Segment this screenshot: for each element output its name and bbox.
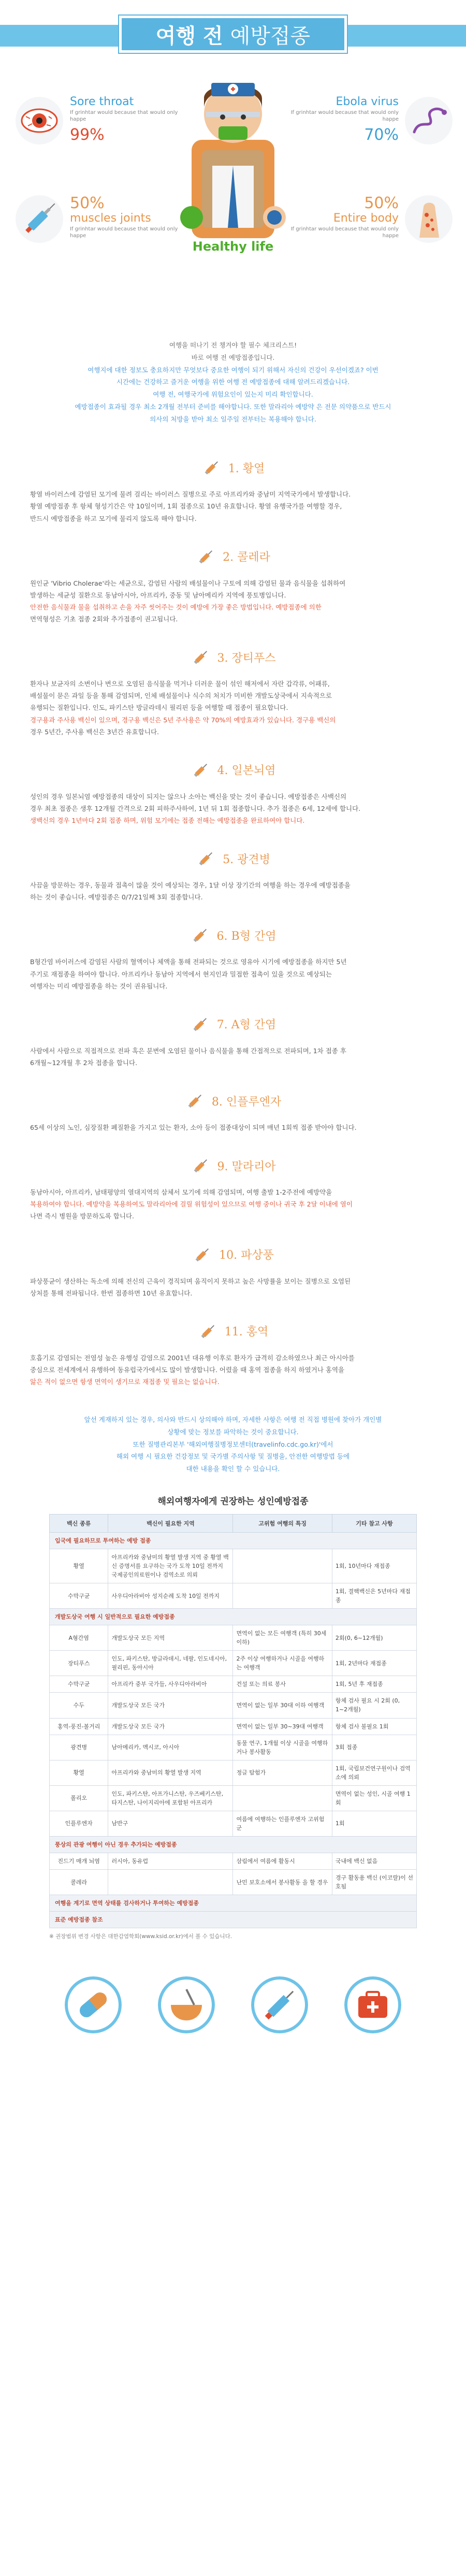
section-title: 6. B형 간염 — [216, 929, 276, 943]
group-label: 풍상의 관광 여행이 아닌 경우 추가되는 예방접종 — [50, 1836, 417, 1853]
syringe-icon — [191, 760, 211, 780]
section-body — [21, 1122, 445, 1133]
syringe-icon — [191, 647, 211, 667]
arm-rash-icon — [404, 194, 454, 244]
syringe-icon — [185, 1090, 206, 1111]
section-header — [21, 1145, 445, 1186]
table-cell: 1회, 결핵백신은 5년마다 재접종 — [332, 1583, 416, 1609]
intro-line: 시간에는 건강하고 즐거운 여행을 위한 여행 전 예방접종에 대해 알려드리겠습니다. — [116, 378, 350, 386]
note-line: 상황에 맞는 정보를 파악하는 것이 중요합니다. — [167, 1428, 299, 1436]
disease-name: Entire body — [333, 212, 399, 225]
section-body — [21, 1352, 445, 1388]
section-line: 발생하는 세균성 질환으로 동남아시아, 아프리카, 중동 및 남아메리카 지역에 풍토병입니다. — [30, 591, 286, 599]
table-cell: 여름에 여행하는 인플루엔자 고위험군 — [233, 1811, 332, 1836]
table-cell — [233, 1549, 332, 1583]
table-cell: 경구 활동용 백신 (이코랄)이 선호됨 — [332, 1870, 416, 1895]
vaccine-section — [0, 838, 466, 903]
disease-pct: 50% — [364, 194, 399, 212]
healthy-life-label: Healthy life — [192, 239, 274, 254]
section-line: 나면 즉시 병원을 방문하도록 합니다. — [30, 1212, 134, 1220]
vaccine-section — [0, 536, 466, 625]
section-title: 5. 광견병 — [223, 853, 270, 866]
section-header — [21, 1003, 445, 1045]
section-line: 사람에서 사람으로 직접적으로 전파 혹은 분변에 오염된 물이나 음식물을 통해 간접적으로 전파되며, 1차 접종 후 — [30, 1046, 346, 1055]
table-cell: 사우디아라비아 성지순례 도착 10일 전까지 — [108, 1583, 233, 1609]
table-cell: 광견병 — [50, 1735, 108, 1760]
title-bold: 여행 전 — [155, 24, 223, 48]
section-header — [21, 1080, 445, 1122]
table-cell: 인도, 파키스탄, 방글라데시, 네팔, 인도네시아, 필리핀, 동아시아 — [108, 1651, 233, 1676]
section-title: 8. 인플루엔자 — [211, 1095, 282, 1109]
table-cell: 1회 — [332, 1811, 416, 1836]
disease-sub: If grinhtar would because that would only happe — [70, 226, 178, 239]
section-title: 10. 파상풍 — [219, 1249, 274, 1262]
table-cell: 항체 검사 불필요 1회 — [332, 1718, 416, 1735]
table-cell: 아프리카와 중남미의 황열 발생 지역 중 황열 백신 증명서를 요구하는 국가 도착 10일 전까지 국제공인의료원이나 검역소로 의뢰 — [108, 1549, 233, 1583]
section-line: 경우 5년간, 주사용 백신은 3년간 유효합니다. — [30, 727, 159, 736]
section-line: 반드시 예방접종을 하고 모기에 물리지 않도록 해야 합니다. — [30, 514, 197, 522]
title-light: 예방접종 — [230, 24, 311, 48]
table-cell: 개발도상국 모든 국가 — [108, 1718, 233, 1735]
table-cell: 1회, 10년마다 재접종 — [332, 1549, 416, 1583]
col-header: 고위험 여행의 특징 — [233, 1514, 332, 1532]
section-line: 원인균 'Vibrio Cholerae'라는 세균으로, 감염된 사람의 배설물이나 구토에 의해 감염된 물과 음식물을 섭취하여 — [30, 579, 346, 587]
syringe-icon — [14, 194, 64, 244]
section-line: 황열 바이러스에 감염된 모기에 물려 걸리는 바이러스 질병으로 주로 아프리카와 중남미 지역국가에서 발생합니다. — [30, 490, 351, 499]
vaccine-sections — [0, 447, 466, 1388]
section-line: 환자나 보균자의 소변이나 변으로 오염된 음식물을 먹거나 더러운 물이 섞인 해저에서 자란 갑각류, 어패류, — [30, 680, 330, 688]
section-header — [21, 1311, 445, 1352]
disease-sub: If grinhtar would because that would only happe — [70, 110, 178, 122]
table-row — [50, 1693, 417, 1718]
section-title: 4. 일본뇌염 — [217, 764, 276, 778]
vaccine-section — [0, 1234, 466, 1299]
table-row — [50, 1811, 417, 1836]
syringe-icon — [251, 1976, 308, 2033]
disease-name: Sore throat — [70, 95, 134, 108]
section-line: 사끔을 방문하는 경우, 동물과 접촉이 많을 것이 예상되는 경우, 1달 이상 장기간의 여행을 하는 경우에 예방접종을 — [30, 881, 351, 890]
disease-sub: If grinhtar would because that would only happe — [290, 226, 399, 239]
table-cell — [233, 1583, 332, 1609]
table-cell — [108, 1870, 233, 1895]
table-cell: 남반구 — [108, 1811, 233, 1836]
group-label: 입국에 필요하므로 투여하는 예방 접종 — [50, 1532, 417, 1549]
section-title: 1. 황열 — [228, 462, 265, 475]
intro-line: 여행을 떠나기 전 챙겨야 할 필수 체크리스트! — [169, 341, 297, 349]
virus-icon — [404, 96, 454, 145]
intro-line: 여행 전, 여행국가에 위험요인이 있는지 미리 확인합니다. — [153, 390, 313, 398]
table-cell: 장티푸스 — [50, 1651, 108, 1676]
section-line: 상처를 통해 전파됩니다. 한번 접종하면 10년 유효합니다. — [30, 1289, 193, 1297]
table-row — [50, 1718, 417, 1735]
table-cell: 콜레라 — [50, 1870, 108, 1895]
table-cell: 국내에 백신 없음 — [332, 1853, 416, 1870]
table-group-row — [50, 1609, 417, 1625]
vaccine-section — [0, 636, 466, 738]
table-group-row — [50, 1532, 417, 1549]
bottom-icon-row — [0, 1966, 466, 2044]
table-title: 해외여행자에게 권장하는 성인예방접종 — [157, 1496, 309, 1507]
note-line: 대한 내용을 확인 할 수 있습니다. — [186, 1465, 280, 1473]
page-title — [119, 16, 347, 53]
syringe-icon — [196, 546, 216, 567]
section-line: 65세 이상의 노인, 심장질환 폐질환을 가지고 있는 환자, 소아 등이 접종대상이 되며 매년 1회씩 접종 받아야 합니다. — [30, 1124, 357, 1131]
traveller-illustration — [171, 62, 295, 243]
table-cell: 2회(0, 6~12개월) — [332, 1625, 416, 1651]
section-line: 파상풍균이 생산하는 독소에 의해 전신의 근육이 경직되며 움직이지 못하고 높은 사망률을 보이는 질병으로 오염된 — [30, 1277, 351, 1285]
section-line: 중심으로 전세계에서 유행하여 동유럽국가에서도 많이 발생합니다. 어렸을 때 홍역 접종을 하지 하였거나 홍역을 — [30, 1365, 345, 1374]
table-cell: 인도, 파키스탄, 아프가니스탄, 우즈베키스탄, 타지스탄, 나이지리아에 포함된 아프리카 — [108, 1785, 233, 1811]
table-cell: 수막구균 — [50, 1583, 108, 1609]
table-footnote: ※ 권장범위 변경 사항은 대한감염학회(www.ksid.or.kr)에서 볼 수 있습니다. — [49, 1933, 232, 1940]
vaccine-table — [49, 1514, 417, 1928]
intro-line: 바로 여행 전 예방접종입니다. — [191, 353, 275, 361]
table-body — [50, 1532, 417, 1928]
table-cell: 1회, 2년마다 재접종 — [332, 1651, 416, 1676]
section-header — [21, 536, 445, 577]
section-line: 복용하여야 합니다. 예방약을 복용하여도 말라리아에 걸릴 위험성이 있으므로 여행 중이나 귀국 후 2달 이내에 열이 — [30, 1200, 353, 1209]
table-cell: 3회 접종 — [332, 1735, 416, 1760]
syringe-icon — [201, 457, 222, 478]
section-line: 6개월~12개월 후 2차 접종을 합니다. — [30, 1058, 138, 1067]
table-cell: 항체 검사 필요 시 2회 (0, 1~2개월) — [332, 1693, 416, 1718]
table-cell: 수두 — [50, 1693, 108, 1718]
section-line: 유행되는 질환입니다. 인도, 파키스탄 방글라데시 필리핀 등을 여행할 때 접종이 필요합니다. — [30, 704, 288, 712]
table-cell: 아프리카 중부 국가들, 사우디아라비아 — [108, 1676, 233, 1693]
note-line: 또한 질병관리본부 '해외여행질병정보센터(travelinfo.cdc.go.kr)'에서 — [133, 1440, 333, 1448]
table-cell: 건설 또는 의료 봉사 — [233, 1676, 332, 1693]
section-header — [21, 914, 445, 956]
section-line: 호흡기로 감염되는 전염성 높은 유행성 감염으로 2001년 대유행 이후로 환자가 급격히 감소하였으나 최근 아시아를 — [30, 1354, 355, 1362]
section-header — [21, 1234, 445, 1275]
section-body — [21, 879, 445, 903]
syringe-icon — [198, 1321, 219, 1342]
table-cell: 면역이 없는 모든 여행객 (특히 30세 이하) — [233, 1625, 332, 1651]
section-line: 경우 최초 접종은 생후 12개월 간격으로 2회 피하주사하여, 1년 뒤 1회 접종합니다. 추가 접종은 6세, 12세에 합니다. — [30, 804, 361, 812]
table-cell: 난민 보호소에서 봉사활동 을 할 경우 — [233, 1870, 332, 1895]
table-group-row — [50, 1912, 417, 1928]
table-cell: 남아메리카, 멕시코, 아시아 — [108, 1735, 233, 1760]
table-cell: 수막구균 — [50, 1676, 108, 1693]
section-line: 여행자는 미리 예방접종을 하는 것이 권유됩니다. — [30, 982, 168, 990]
table-header-row — [50, 1514, 417, 1532]
syringe-icon — [192, 1244, 213, 1265]
table-cell: 러시아, 동유럽 — [108, 1853, 233, 1870]
note-line: 해외 여행 시 필요한 건강정보 및 국가별 주의사항 및 질병을, 안전한 여행방법 등에 — [116, 1452, 350, 1461]
intro-line: 여행지에 대한 정보도 충요하지만 무엇보다 중요한 여행이 되기 위해서 자신의 건강이 우선이겠죠? 이번 — [88, 366, 378, 374]
section-body — [21, 678, 445, 738]
pill-icon — [65, 1976, 122, 2033]
table-cell: 폴리오 — [50, 1785, 108, 1811]
table-cell: 삼림에서 여름에 활동시 — [233, 1853, 332, 1870]
table-cell: 개발도상국 모든 지역 — [108, 1625, 233, 1651]
disease-ebola — [280, 96, 399, 144]
vaccine-section — [0, 1080, 466, 1133]
note-line: 앞선 게재하지 있는 경우, 의사와 반드시 상의해야 하며, 자세한 사항은 여행 전 직접 병원에 찾아가 개인별 — [84, 1416, 382, 1424]
intro-line: 의사의 처방을 받아 최소 일주일 전부터는 복용해야 합니다. — [150, 415, 316, 423]
section-line: 앓은 적이 없으면 항생 면역이 생기므로 재접종 및 필요는 없습니다. — [30, 1378, 220, 1386]
table-row — [50, 1870, 417, 1895]
section-header — [21, 636, 445, 678]
disease-sub: If grinhtar would because that would only happe — [290, 110, 399, 122]
col-header: 기타 참고 사항 — [332, 1514, 416, 1532]
syringe-icon — [196, 848, 216, 869]
section-header — [21, 447, 445, 488]
section-body — [21, 577, 445, 625]
intro-text — [0, 282, 466, 435]
section-line: 동남아시아, 아프리카, 남태평양의 열대지역의 삼체서 모기에 의해 감염되며, 여행 출발 1-2주전에 예방약을 — [30, 1188, 332, 1197]
section-line: 황열 예방접종 후 항체 형성기간은 약 10일이며, 1회 접종으로 10년 유효합니다. 황열 유행국가를 여행할 경우, — [30, 502, 342, 511]
syringe-icon — [190, 925, 211, 945]
table-cell: A형간염 — [50, 1625, 108, 1651]
vaccine-section — [0, 1003, 466, 1069]
table-row — [50, 1625, 417, 1651]
table-cell: 진드기 매개 뇌염 — [50, 1853, 108, 1870]
section-title: 9. 말라리아 — [217, 1160, 276, 1173]
section-header — [21, 838, 445, 879]
vaccine-section — [0, 749, 466, 826]
table-cell: 정글 탐험가 — [233, 1760, 332, 1785]
table-row — [50, 1853, 417, 1870]
eye-icon — [14, 96, 64, 145]
section-line: 성인의 경우 일본뇌염 예방접종의 대상이 되지는 않으나 소아는 백신을 맞는 것이 좋습니다. 예방접종은 사백신의 — [30, 792, 347, 801]
section-line: 면역형성은 기초 접종 2회와 추가접종이 권고됩니다. — [30, 615, 178, 623]
col-header: 백신이 필요한 지역 — [108, 1514, 233, 1532]
group-label: 여행을 계기로 면역 상태를 검사하거나 투여하는 예방접종 — [50, 1895, 417, 1912]
section-line: 주기로 재접종을 하여야 합니다. 아프리카나 동남아 지역에서 현지인과 밀접한 접촉이 있을 것으로 예상되는 — [30, 970, 332, 978]
vaccine-section — [0, 1311, 466, 1388]
table-cell: 1회, 5년 후 재접종 — [332, 1676, 416, 1693]
group-label: 표준 예방접종 참조 — [50, 1912, 417, 1928]
section-title: 7. A형 간염 — [216, 1018, 276, 1032]
section-body — [21, 956, 445, 992]
table-cell: 황열 — [50, 1549, 108, 1583]
section-body — [21, 791, 445, 826]
medicine-bowl-icon — [158, 1976, 215, 2033]
table-cell: 황열 — [50, 1760, 108, 1785]
section-line: B형간염 바이러스에 감염된 사람의 혈액이나 체액을 통해 전파되는 것으로 영유아 시기에 예방접종을 하지만 5년 — [30, 958, 347, 966]
section-body — [21, 1186, 445, 1222]
syringe-icon — [191, 1155, 211, 1176]
vaccine-table-wrap — [49, 1514, 417, 1928]
table-cell: 아프리카와 중남미의 황열 발생 지역 — [108, 1760, 233, 1785]
table-cell: 면역이 없는 성인, 시골 여행 1회 — [332, 1785, 416, 1811]
section-title: 2. 콜레라 — [223, 551, 270, 564]
section-line: 경구용과 주사용 백신이 있으며, 경구용 백신은 5년 주사용은 약 70%의 예방효과가 있습니다. 경구용 백신의 — [30, 716, 336, 724]
vaccine-section — [0, 914, 466, 992]
hero-banner — [0, 0, 466, 282]
disease-name: Ebola virus — [336, 95, 399, 108]
section-title: 3. 장티푸스 — [217, 651, 276, 665]
table-cell: 면역이 없는 일부 30~39대 여행객 — [233, 1718, 332, 1735]
vaccine-section — [0, 447, 466, 524]
table-cell: 동물 연구, 1개월 이상 시골을 여행하거나 봉사활동 — [233, 1735, 332, 1760]
section-line: 하는 것이 좋습니다. 예방접종은 0/7/21일째 3회 접종합니다. — [30, 893, 203, 901]
table-cell: 2주 이상 여행하거나 시골을 여행하는 여행객 — [233, 1651, 332, 1676]
table-cell: 홍역-풍진-볼거리 — [50, 1718, 108, 1735]
table-row — [50, 1676, 417, 1693]
intro-line: 예방접종이 효과될 경우 최소 2개월 전부터 준비를 해야합니다. 또한 말라리아 예방약 은 전문 의약품으로 반드시 — [75, 402, 391, 411]
table-row — [50, 1760, 417, 1785]
table-group-row — [50, 1836, 417, 1853]
table-row — [50, 1785, 417, 1811]
table-cell: 1회, 국립보건연구원이나 검역소에 의뢰 — [332, 1760, 416, 1785]
table-cell: 면역이 없는 일부 30대 이하 여행객 — [233, 1693, 332, 1718]
table-row — [50, 1583, 417, 1609]
table-cell — [233, 1785, 332, 1811]
disease-pct: 99% — [70, 126, 105, 144]
section-header — [21, 749, 445, 791]
disease-entire-body — [280, 194, 399, 239]
section-line: 안전한 음식물과 물을 섭취하고 손을 자주 씻어주는 것이 예방에 가장 좋은 방법입니다. 예방접종에 의한 — [30, 603, 322, 611]
table-group-row — [50, 1895, 417, 1912]
disease-name: muscles joints — [70, 212, 151, 225]
col-header: 백신 종류 — [50, 1514, 108, 1532]
section-line: 배설물이 묻은 과일 등을 통해 감염되며, 인체 배설물이나 식수의 처치가 미비한 개발도상국에서 지속적으로 — [30, 692, 332, 700]
table-row — [50, 1549, 417, 1583]
table-cell: 개발도상국 모든 국가 — [108, 1693, 233, 1718]
section-body — [21, 1045, 445, 1069]
table-row — [50, 1651, 417, 1676]
syringe-icon — [190, 1014, 211, 1035]
section-body — [21, 488, 445, 524]
table-row — [50, 1735, 417, 1760]
group-label: 개발도상국 여행 시 일반적으로 필요한 예방접종 — [50, 1609, 417, 1625]
table-cell: 인플루엔자 — [50, 1811, 108, 1836]
first-aid-kit-icon — [344, 1976, 401, 2033]
disease-pct: 70% — [364, 126, 399, 144]
section-line: 생백신의 경우 1년마다 2회 접종 하며, 위험 모기에는 접종 전해는 예방접종을 완료하여야 합니다. — [30, 817, 305, 824]
section-body — [21, 1275, 445, 1299]
disease-pct: 50% — [70, 194, 105, 212]
advice-note — [0, 1388, 466, 1479]
section-title: 11. 홍역 — [224, 1326, 269, 1339]
vaccine-section — [0, 1145, 466, 1222]
